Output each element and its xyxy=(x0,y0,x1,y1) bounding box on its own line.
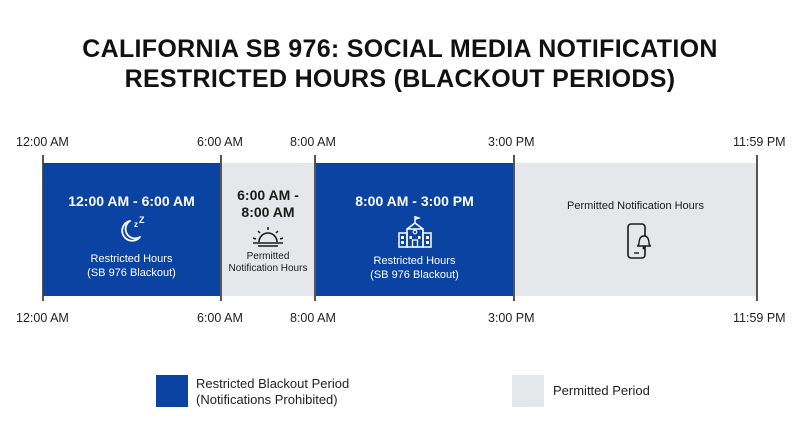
phone-bell-icon xyxy=(619,222,653,262)
time-label-top-300pm: 3:00 PM xyxy=(488,135,535,149)
time-label-top-1159pm: 11:59 PM xyxy=(733,135,786,149)
segment-label: Permitted xyxy=(246,251,290,262)
legend-label-restricted-line2: (Notifications Prohibited) xyxy=(196,392,338,407)
moon-sleep-icon xyxy=(115,216,149,246)
legend-swatch-restricted xyxy=(156,375,188,407)
segment-label: Notification Hours xyxy=(228,263,308,274)
sunrise-icon xyxy=(250,226,286,248)
segment-permitted-morning xyxy=(222,163,314,296)
segment-range: 8:00 AM - 3:00 PM xyxy=(355,193,474,209)
time-label-bottom-600am: 6:00 AM xyxy=(197,311,243,325)
segment-restricted-night xyxy=(43,163,220,296)
time-label-bottom-1200am: 12:00 AM xyxy=(16,311,69,325)
svg-text:Z: Z xyxy=(138,216,144,225)
segment-label: (SB 976 Blackout) xyxy=(370,269,459,281)
segment-range: 6:00 AM - xyxy=(237,187,299,203)
page-title: CALIFORNIA SB 976: SOCIAL MEDIA NOTIFICATION RESTRICTED HOURS (BLACKOUT PERIODS) xyxy=(82,35,718,93)
time-label-bottom-300pm: 3:00 PM xyxy=(488,311,535,325)
legend-label-restricted-line1: Restricted Blackout Period xyxy=(196,376,350,391)
segment-permitted-evening xyxy=(515,163,756,296)
legend-label-restricted xyxy=(196,376,349,408)
time-label-top-800am: 8:00 AM xyxy=(290,135,336,149)
segment-restricted-school xyxy=(316,163,513,296)
legend-label-permitted: Permitted Period xyxy=(553,383,650,398)
segment-label: Permitted Notification Hours xyxy=(567,200,704,212)
time-label-top-1200am: 12:00 AM xyxy=(16,135,69,149)
time-label-top-600am: 6:00 AM xyxy=(197,135,243,149)
svg-text:z: z xyxy=(133,220,138,229)
time-label-bottom-1159pm: 11:59 PM xyxy=(733,311,786,325)
segment-range: 12:00 AM - 6:00 AM xyxy=(68,193,195,209)
school-icon xyxy=(397,215,433,249)
segment-label: (SB 976 Blackout) xyxy=(87,267,176,279)
legend-swatch-permitted xyxy=(512,375,544,407)
segment-range: 8:00 AM xyxy=(241,204,295,220)
tick-line-1159pm xyxy=(756,155,758,301)
segment-label: Restricted Hours xyxy=(373,255,456,267)
time-label-bottom-800am: 8:00 AM xyxy=(290,311,336,325)
segment-label: Restricted Hours xyxy=(90,253,173,265)
